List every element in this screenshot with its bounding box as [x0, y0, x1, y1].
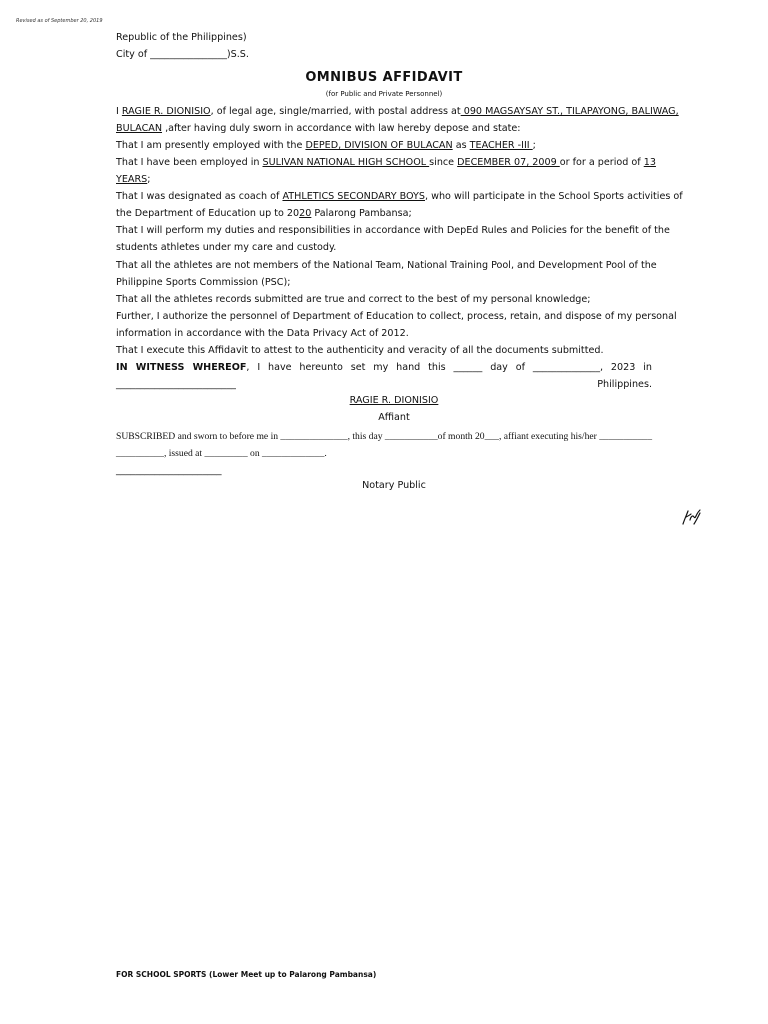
since-text-b: since: [429, 157, 458, 168]
duties-line1: That I will perform my duties and responsibilities in accordance with DepEd Rules and Policies for the benefit of the: [116, 225, 670, 236]
years-number: 13: [643, 157, 656, 168]
revised-note: Revised as of September 20, 2019: [16, 18, 103, 24]
affiant-name-inline: RAGIE R. DIONISIO: [121, 106, 211, 117]
address-line-1: 090 MAGSAYSAY ST., TILAPAYONG, BALIWAG,: [460, 106, 679, 117]
employed-text-a: That I am presently employed with the: [116, 140, 306, 151]
coach-text-d: Palarong Pambansa;: [311, 208, 412, 219]
city-line: [116, 47, 652, 63]
affiant-signature-name: [116, 395, 672, 406]
coach-text-a: That I was designated as coach of: [116, 191, 283, 202]
day-blank: ______: [453, 362, 483, 373]
document-title: OMNIBUS AFFIDAVIT: [305, 70, 463, 85]
employed-since-line1: [116, 155, 656, 171]
coach-text-b: , who will participate in the School Sports activities of: [425, 191, 683, 202]
subscribed-line2: __________, issued at _________ on _____________.: [116, 448, 327, 459]
employment-date: DECEMBER 07, 2009: [457, 157, 560, 168]
employed-since-line2: [116, 172, 652, 188]
witness-line1: [116, 360, 652, 376]
place-blank: _________________________: [116, 379, 236, 390]
coach-line2: [116, 206, 652, 222]
affiant-name: RAGIE R. DIONISIO: [349, 395, 439, 406]
address-line-2: BULACAN: [116, 123, 163, 134]
duties-line2: students athletes under my care and custody.: [116, 242, 337, 253]
city-suffix: )S.S.: [226, 49, 249, 60]
notary-signature-line: ______________________: [116, 465, 222, 476]
notary-label: Notary Public: [362, 480, 426, 491]
records-line: That all the athletes records submitted are true and correct to the best of my personal knowledge;: [116, 294, 591, 305]
athletes-line1: That all the athletes are not members of the National Team, National Training Pool, and Development Pool of the: [116, 260, 657, 271]
para1-text-b: , of legal age, single/married, with postal address at: [210, 106, 461, 117]
since-text-c: or for a period of: [559, 157, 644, 168]
witness-text-a: , I have hereunto set my hand this: [246, 362, 446, 373]
employed-text-c: ;: [532, 140, 536, 151]
years-word: YEARS: [116, 174, 148, 185]
authorize-line1: Further, I authorize the personnel of Department of Education to collect, process, retain, and dispose of my personal: [116, 311, 677, 322]
school-name: SULIVAN NATIONAL HIGH SCHOOL: [262, 157, 430, 168]
since-text-a: That I have been employed in: [116, 157, 263, 168]
document-subtitle: (for Public and Private Personnel): [325, 90, 443, 98]
employed-line: [116, 138, 652, 154]
execute-line: That I execute this Affidavit to attest to the authenticity and veracity of all the documents submitted.: [116, 345, 604, 356]
subscribed-line1: SUBSCRIBED and sworn to before me in ______________, this day ___________of month 20___, affiant executing his/her ___________: [116, 431, 652, 442]
position-name: TEACHER -III: [469, 140, 533, 151]
authorize-line2: information in accordance with the Data Privacy Act of 2012.: [116, 328, 409, 339]
para1-text-c: ,after having duly sworn in accordance with law hereby depose and state:: [162, 123, 521, 134]
witness-text-b: day of: [490, 362, 525, 373]
since-text-d: ;: [147, 174, 151, 185]
republic-text: Republic of the Philippines): [116, 32, 247, 43]
city-blank: ________________: [150, 49, 227, 60]
agency-name: DEPED, DIVISION OF BULACAN: [305, 140, 453, 151]
palaro-year: 20: [299, 208, 312, 219]
month-blank: ______________,: [532, 362, 604, 373]
employed-text-b: as: [452, 140, 470, 151]
coach-text-c: the Department of Education up to 20: [116, 208, 300, 219]
affiant-label: Affiant: [378, 412, 410, 423]
witness-heading: IN WITNESS WHEREOF: [116, 362, 247, 373]
sport-name: ATHLETICS SECONDARY BOYS: [282, 191, 425, 202]
para1-text-a: I: [116, 106, 122, 117]
athletes-line2: Philippine Sports Commission (PSC);: [116, 277, 291, 288]
city-prefix: City of: [116, 49, 151, 60]
republic-line: [116, 30, 652, 46]
witness-line2: [116, 377, 652, 393]
witness-text-c: 2023 in: [610, 362, 652, 373]
coach-line1: [116, 189, 683, 205]
witness-text-d: Philippines.: [597, 379, 652, 390]
footer-note: FOR SCHOOL SPORTS (Lower Meet up to Palarong Pambansa): [116, 970, 377, 979]
para1-line2: [116, 121, 652, 137]
para1-line1: [116, 104, 679, 120]
handwritten-initials: [680, 506, 704, 531]
